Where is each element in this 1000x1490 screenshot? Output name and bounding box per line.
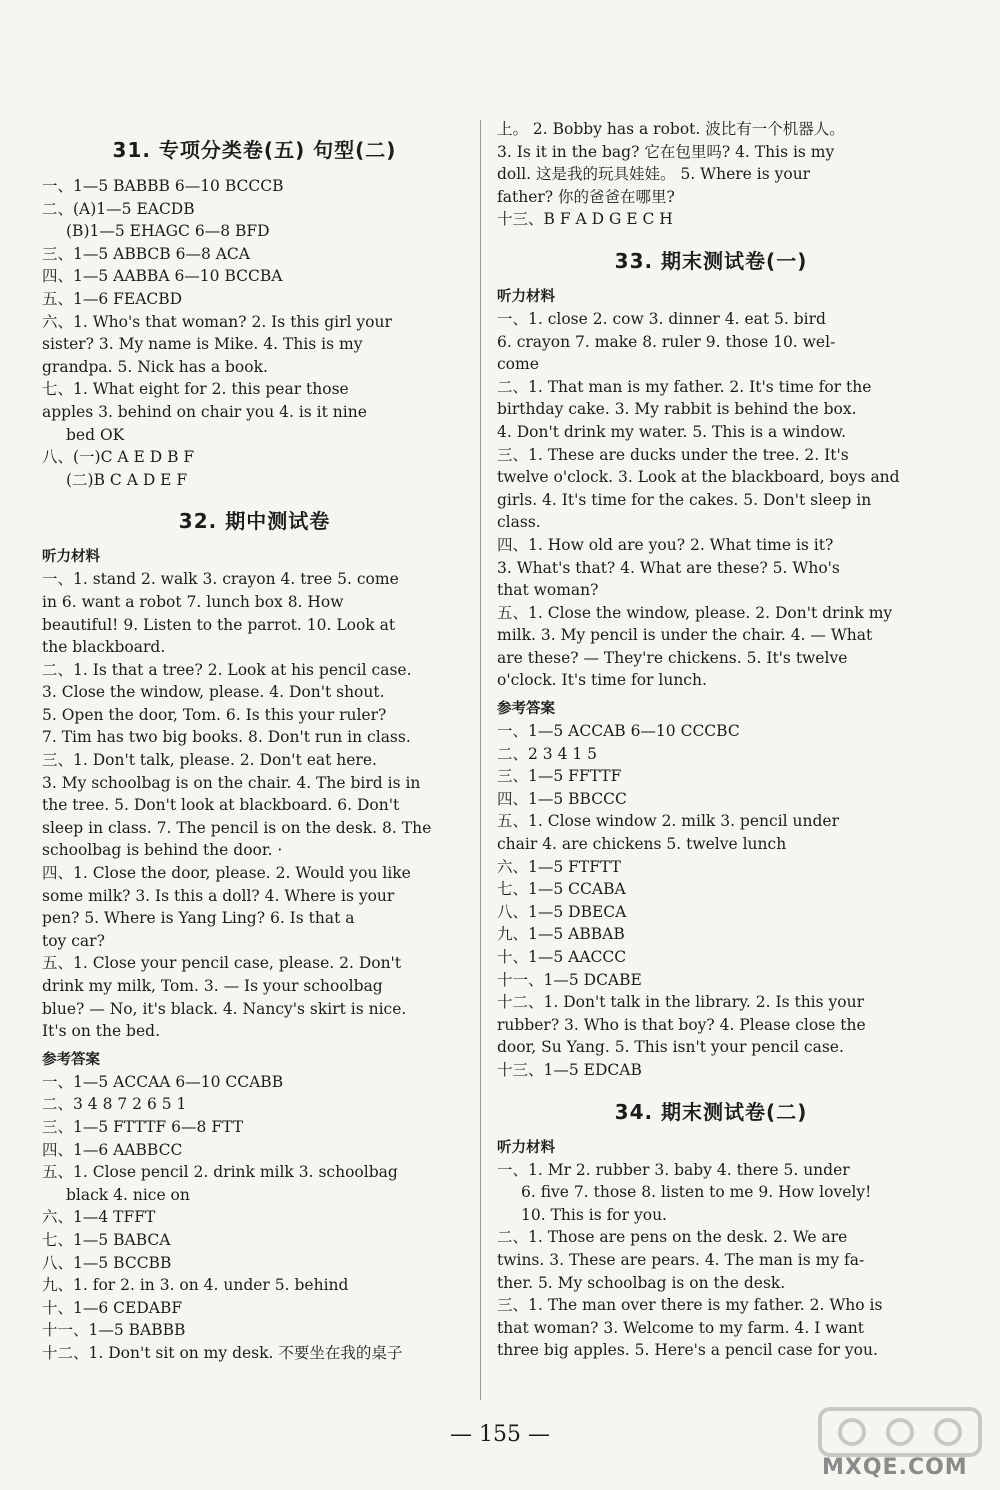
answer-line: 三、1. The man over there is my father. 2. Who is [497,1296,883,1315]
answer-line: 10. This is for you. [521,1205,667,1224]
page-number: — 155 — [450,1422,550,1447]
answer-line: 四、1—5 AABBA 6—10 BCCBA [42,267,283,286]
answer-line: bed OK [66,425,125,444]
answer-line: blue? — No, it's black. 4. Nancy's skirt is nice. [42,999,407,1018]
answer-line: 六、1. Who's that woman? 2. Is this girl your [42,312,392,331]
answer-line: 十三、B F A D G E C H [497,210,673,229]
answer-line: 一、1. stand 2. walk 3. crayon 4. tree 5. come [42,570,399,589]
answer-line: 5. Open the door, Tom. 6. Is this your ruler? [42,705,387,724]
answer-line: black 4. nice on [66,1185,190,1204]
answer-line: 十二、1. Don't sit on my desk. 不要坐在我的桌子 [42,1343,403,1362]
answer-line: 十三、1—5 EDCAB [497,1060,642,1079]
answer-line: 3. My schoolbag is on the chair. 4. The bird is in [42,773,421,792]
answer-line: 一、1—5 ACCAB 6—10 CCCBC [497,722,740,741]
answer-line: 五、1. Close the window, please. 2. Don't drink my [497,603,893,622]
answer-line: 九、1. for 2. in 3. on 4. under 5. behind [42,1276,349,1295]
answer-line: toy car? [42,931,105,950]
answer-line: beautiful! 9. Listen to the parrot. 10. Look at [42,615,396,634]
answer-line: schoolbag is behind the door. · [42,841,283,860]
answer-line: twins. 3. These are pears. 4. The man is my fa- [497,1250,865,1269]
answer-line: 五、1. Close your pencil case, please. 2. Don't [42,954,402,973]
answer-line: 五、1. Close pencil 2. drink milk 3. schoolbag [42,1163,398,1182]
answer-line: 一、1. Mr 2. rubber 3. baby 4. there 5. under [497,1160,850,1179]
answer-line: 三、1—5 FTTTF 6—8 FTT [42,1117,244,1136]
subsection-heading: 听力材料 [497,1139,555,1156]
answer-line: three big apples. 5. Here's a pencil case for you. [497,1341,878,1360]
answer-line: chair 4. are chickens 5. twelve lunch [497,835,787,854]
answer-line: 七、1. What eight for 2. this pear those [42,380,349,399]
answer-line: father? 你的爸爸在哪里? [497,187,675,206]
answer-line: class. [497,513,541,532]
answer-line: ther. 5. My schoolbag is on the desk. [497,1273,786,1292]
section-title: 33. 期末测试卷(一) [614,248,808,273]
answer-line: 七、1—5 BABCA [42,1230,171,1249]
answer-line: 八、1—5 DBECA [497,902,627,921]
column-divider [480,120,481,1400]
answer-line: rubber? 3. Who is that boy? 4. Please close the [497,1015,866,1034]
answer-line: in 6. want a robot 7. lunch box 8. How [42,592,344,611]
answer-line: 二、1. That man is my father. 2. It's time for the [497,377,872,396]
answer-line: 3. Close the window, please. 4. Don't shout. [42,683,385,702]
answer-line: 六、1—5 FTFTT [497,857,621,876]
answer-line: 二、3 4 8 7 2 6 5 1 [42,1095,187,1114]
answer-line: 六、1—4 TFFT [42,1208,156,1227]
answer-line: 五、1. Close window 2. milk 3. pencil under [497,812,840,831]
answer-line: 三、1. These are ducks under the tree. 2. It's [497,445,849,464]
section-title: 31. 专项分类卷(五) 句型(二) [112,138,397,162]
subsection-heading: 听力材料 [42,549,100,566]
answer-line: 二、2 3 4 1 5 [497,744,598,763]
answer-line: 一、1—5 BABBB 6—10 BCCCB [42,177,284,195]
left-column [42,120,467,1365]
answer-line: 6. five 7. those 8. listen to me 9. How lovely! [521,1183,872,1202]
answer-line: 上。 2. Bobby has a robot. 波比有一个机器人。 [497,120,845,138]
answer-line: 十二、1. Don't talk in the library. 2. Is this your [497,993,864,1012]
answer-line: 3. Is it in the bag? 它在包里吗? 4. This is my [497,142,835,161]
answer-line: grandpa. 5. Nick has a book. [42,357,268,376]
answer-line: the blackboard. [42,638,166,657]
answer-line: o'clock. It's time for lunch. [497,671,707,690]
answer-line: 十、1—5 AACCC [497,948,627,966]
answer-line: sister? 3. My name is Mike. 4. This is my [42,335,363,354]
answer-line: sleep in class. 7. The pencil is on the desk. 8. The [42,818,432,837]
answer-line: 十、1—6 CEDABF [42,1298,183,1317]
answer-line: that woman? 3. Welcome to my farm. 4. I want [497,1318,864,1337]
answer-line: 八、1—5 BCCBB [42,1253,172,1272]
answer-line: milk. 3. My pencil is under the chair. 4. — What [497,626,873,645]
watermark-text: MXQE.COM [822,1455,968,1480]
answer-line: 二、(A)1—5 EACDB [42,199,195,218]
answer-line: 三、1—5 FFTTF [497,767,622,786]
answer-line: some milk? 3. Is this a doll? 4. Where is your [42,886,395,905]
answer-line: (B)1—5 EHAGC 6—8 BFD [66,222,270,241]
answer-line: 二、1. Is that a tree? 2. Look at his pencil case. [42,660,412,679]
answer-line: 一、1. close 2. cow 3. dinner 4. eat 5. bird [497,309,826,328]
right-column [497,118,925,1362]
answer-line: the tree. 5. Don't look at blackboard. 6. Don't [42,796,400,815]
answer-line: 五、1—6 FEACBD [42,289,183,308]
answer-line: 四、1—5 BBCCC [497,789,627,808]
answer-line: 7. Tim has two big books. 8. Don't run in class. [42,728,411,747]
answer-line: twelve o'clock. 3. Look at the blackboard, boys and [497,468,900,487]
answer-line: 3. What's that? 4. What are these? 5. Who's [497,558,840,577]
answer-line: 十一、1—5 BABBB [42,1321,186,1340]
answer-line: 三、1—5 ABBCB 6—8 ACA [42,244,250,263]
answer-line: 七、1—5 CCABA [497,880,626,899]
answer-line: 四、1—6 AABBCC [42,1140,183,1159]
answer-line: 一、1—5 ACCAA 6—10 CCABB [42,1072,284,1091]
answer-line: 三、1. Don't talk, please. 2. Don't eat here. [42,751,377,770]
answer-line: 二、1. Those are pens on the desk. 2. We are [497,1228,848,1247]
answer-line: girls. 4. It's time for the cakes. 5. Don't sleep in [497,490,872,509]
section-title: 32. 期中测试卷 [178,509,331,534]
answer-line: door, Su Yang. 5. This isn't your pencil case. [497,1038,844,1057]
answer-line: drink my milk, Tom. 3. — Is your schoolbag [42,977,383,995]
answer-line: 十一、1—5 DCABE [497,970,642,989]
answer-line: 八、(一)C A E D B F [42,448,195,467]
subsection-heading: 参考答案 [497,701,555,718]
answer-line: 九、1—5 ABBAB [497,925,625,944]
answer-line: doll. 这是我的玩具娃娃。 5. Where is your [497,165,811,184]
subsection-heading: 参考答案 [42,1051,100,1068]
answer-line: 四、1. Close the door, please. 2. Would you like [42,864,411,883]
subsection-heading: 听力材料 [497,288,555,305]
answer-line: pen? 5. Where is Yang Ling? 6. Is that a [42,909,355,928]
answer-line: come [497,355,539,374]
answer-line: birthday cake. 3. My rabbit is behind the box. [497,400,857,419]
answer-line: (二)B C A D E F [66,470,188,489]
section-title: 34. 期末测试卷(二) [614,1099,808,1124]
answer-line: apples 3. behind on chair you 4. is it nine [42,402,367,421]
answer-line: that woman? [497,581,599,600]
answer-line: It's on the bed. [42,1022,160,1041]
answer-line: 6. crayon 7. make 8. ruler 9. those 10. wel- [497,332,836,351]
answer-line: 4. Don't drink my water. 5. This is a window. [497,422,847,441]
answer-line: are these? — They're chickens. 5. It's twelve [497,648,848,667]
answer-line: 四、1. How old are you? 2. What time is it? [497,535,834,554]
